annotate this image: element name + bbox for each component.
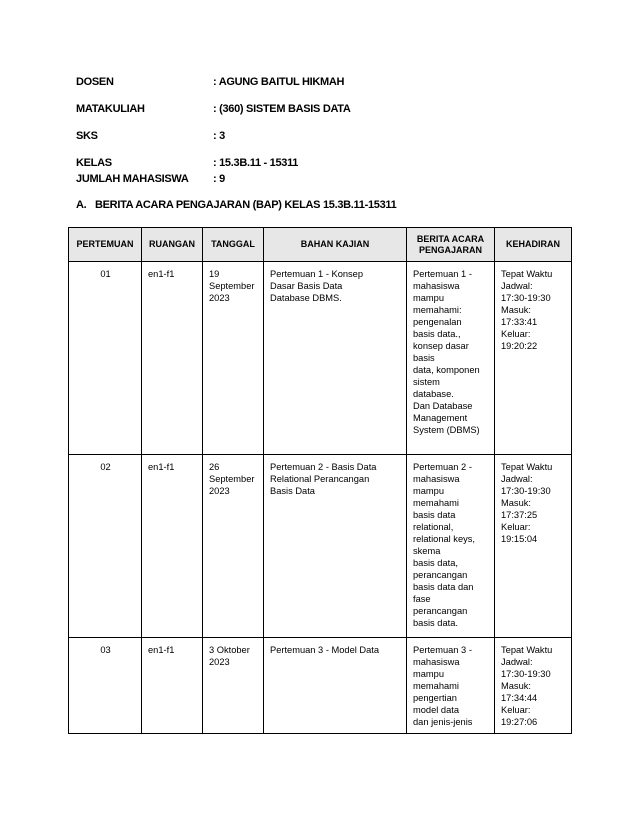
table-row [69, 638, 572, 734]
cell-tanggal: 26 September 2023 [203, 455, 264, 638]
cell-berita-acara: Pertemuan 2 - mahasiswa mampu memahami basis data relational, relational keys, skema basis data, perancangan basis data dan fase perancangan basis data. [407, 455, 495, 638]
header-pertemuan: PERTEMUAN [69, 228, 142, 262]
section-title [76, 199, 396, 211]
info-label: DOSEN [76, 76, 114, 88]
cell-bahan-kajian: Pertemuan 3 - Model Data [264, 638, 407, 734]
info-label: MATAKULIAH [76, 103, 145, 115]
info-value: : (360) SISTEM BASIS DATA [213, 103, 351, 115]
table-header-row [69, 228, 572, 262]
info-label: KELAS [76, 157, 112, 169]
header-tanggal: TANGGAL [203, 228, 264, 262]
info-label: JUMLAH MAHASISWA [76, 173, 189, 185]
info-label: SKS [76, 130, 98, 142]
header-kehadiran: KEHADIRAN [495, 228, 572, 262]
cell-berita-acara: Pertemuan 3 - mahasiswa mampu memahami pengertian model data dan jenis-jenis [407, 638, 495, 734]
header-bahan-kajian: BAHAN KAJIAN [264, 228, 407, 262]
table-row [69, 455, 572, 638]
cell-tanggal: 19 September 2023 [203, 262, 264, 455]
info-value: : 3 [213, 130, 225, 142]
cell-bahan-kajian: Pertemuan 2 - Basis Data Relational Perancangan Basis Data [264, 455, 407, 638]
info-value: : 15.3B.11 - 15311 [213, 157, 299, 169]
cell-bahan-kajian: Pertemuan 1 - Konsep Dasar Basis Data Database DBMS. [264, 262, 407, 455]
cell-kehadiran: Tepat Waktu Jadwal: 17:30-19:30 Masuk: 17:34:44 Keluar: 19:27:06 [495, 638, 572, 734]
section-heading: BERITA ACARA PENGAJARAN (BAP) KELAS 15.3B.11-15311 [95, 199, 397, 211]
table-row [69, 262, 572, 455]
section-letter: A. [76, 199, 87, 211]
info-value: : AGUNG BAITUL HIKMAH [213, 76, 345, 88]
header-ruangan: RUANGAN [142, 228, 203, 262]
cell-ruangan: en1-f1 [142, 638, 203, 734]
cell-berita-acara: Pertemuan 1 - mahasiswa mampu memahami: pengenalan basis data., konsep dasar basis data, komponen sistem database. Dan Database Management System (DBMS) [407, 262, 495, 455]
cell-tanggal: 3 Oktober 2023 [203, 638, 264, 734]
cell-pertemuan: 02 [69, 455, 142, 638]
bap-table [68, 227, 572, 734]
cell-kehadiran: Tepat Waktu Jadwal: 17:30-19:30 Masuk: 17:37:25 Keluar: 19:15:04 [495, 455, 572, 638]
header-berita-acara: BERITA ACARA PENGAJARAN [407, 228, 495, 262]
cell-pertemuan: 01 [69, 262, 142, 455]
cell-ruangan: en1-f1 [142, 455, 203, 638]
info-value: : 9 [213, 173, 225, 185]
cell-ruangan: en1-f1 [142, 262, 203, 455]
cell-kehadiran: Tepat Waktu Jadwal: 17:30-19:30 Masuk: 17:33:41 Keluar: 19:20:22 [495, 262, 572, 455]
cell-pertemuan: 03 [69, 638, 142, 734]
